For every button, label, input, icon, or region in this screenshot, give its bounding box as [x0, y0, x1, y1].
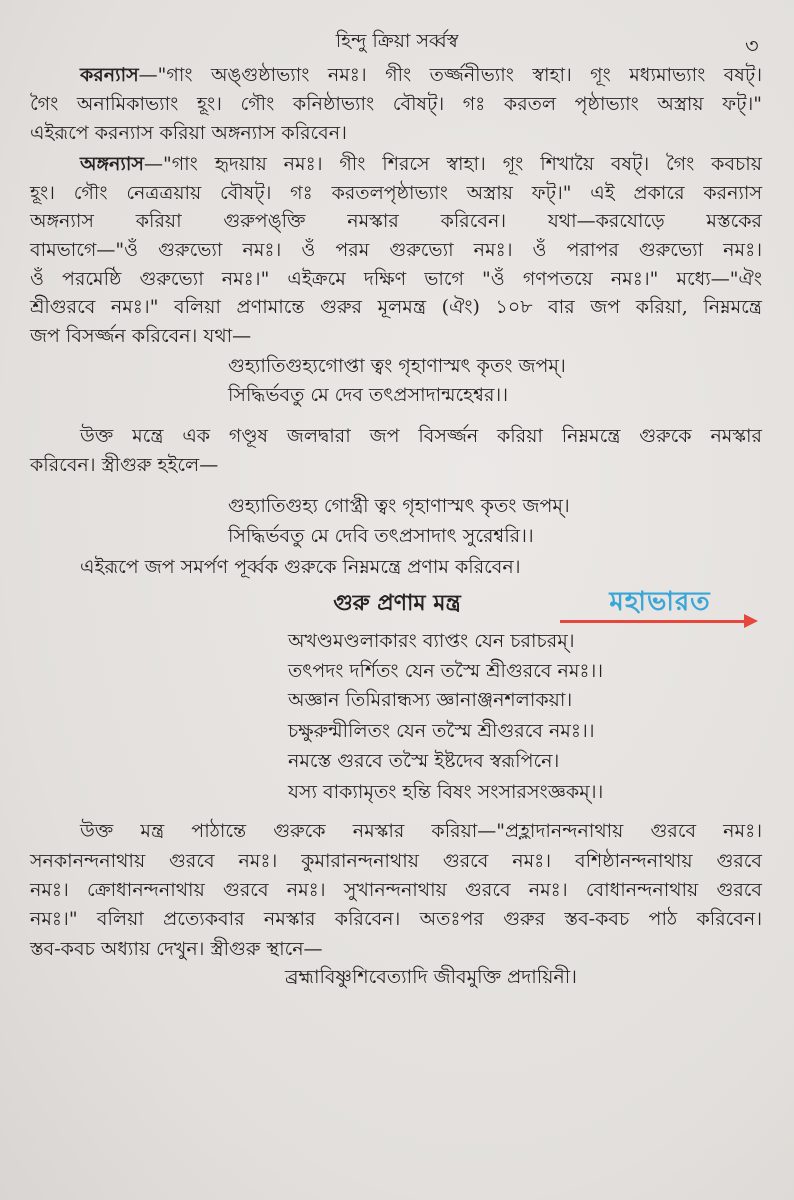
verse-line: যস্য বাক্যামৃতং হন্তি বিষং সংসারসংজ্ঞকম্।। [288, 781, 604, 803]
line-text: —"গাং অঙ্গুষ্ঠাভ্যাং নমঃ। গীং তর্জ্জনীভ্যাং স্বাহা। গূং মধ্যমাভ্যাং বষট্। [138, 64, 762, 86]
text-line: উক্ত মন্ত্রে এক গণ্ডূষ জলদ্বারা জপ বিসর্জ্জন করিয়া নিম্নমন্ত্রে গুরুকে নমস্কার [80, 425, 762, 447]
verse-line: সিদ্ধির্ভবতু মে দেবি তৎপ্রসাদাৎ সুরেশ্বরি।। [228, 525, 534, 547]
verse-line: নমস্তে গুরবে তস্মৈ ইষ্টদেব স্বরূপিনে। [288, 750, 560, 772]
text-line: শ্রীগুরবে নমঃ।" বলিয়া প্রণামান্তে গুরুর মূলমন্ত্র (ঐং) ১০৮ বার জপ করিয়া, নিম্নমন্ত্রে [30, 296, 762, 318]
text-line: উক্ত মন্ত্র পাঠান্তে গুরুকে নমস্কার করিয়া—"প্রহ্লাদানন্দনাথায় গুরবে নমঃ। [80, 820, 762, 842]
arrow-icon [560, 620, 744, 623]
text-line: এইরূপে করন্যাস করিয়া অঙ্গন্যাস করিবেন। [30, 122, 347, 144]
text-line [30, 62, 762, 88]
text-line: হূং। গৌং নেত্রত্রয়ায় বৌষট্। গঃ করতলপৃষ্ঠাভ্যাং অস্ত্রায় ফট্।" এই প্রকারে করন্যাস [30, 182, 762, 204]
text-line: ওঁ পরমেষ্ঠি গুরুভ্যো নমঃ।" এইক্রমে দক্ষিণ ভাগে "ওঁ গণপতয়ে নমঃ।" মধ্যে—"ঐং [30, 268, 762, 290]
page-number: ৩ [745, 34, 759, 58]
text-line [30, 151, 762, 177]
verse-line: অখণ্ডমণ্ডলাকারং ব্যাপ্তং যেন চরাচরম্। [288, 630, 575, 652]
term-karanyas: করন্যাস [80, 64, 139, 86]
text-line: সনকানন্দনাথায় গুরবে নমঃ। কুমারানন্দনাথায় গুরবে নমঃ। বশিষ্ঠানন্দনাথায় গুরবে [30, 850, 762, 872]
verse-line: সিদ্ধির্ভবতু মে দেব তৎপ্রসাদান্মহেশ্বর।। [228, 384, 509, 406]
section-title: গুরু প্রণাম মন্ত্র [333, 590, 461, 616]
verse-line: গুহ্যাতিগুহ্যগোপ্তা ত্বং গৃহাণাস্মৎ কৃতং জপম্। [228, 355, 566, 377]
verse-line: চক্ষুরুন্মীলিতং যেন তস্মৈ শ্রীগুরবে নমঃ।। [288, 720, 595, 742]
line-text: —"গাং হৃদয়ায় নমঃ। গীং শিরসে স্বাহা। গূং শিখায়ৈ বষট্। গৈং কবচায় [143, 153, 762, 175]
term-anganyas: অঙ্গন্যাস [80, 153, 144, 175]
running-header: হিন্দু ক্রিয়া সর্ব্বস্ব [335, 30, 459, 52]
verse-line: তৎপদং দর্শিতং যেন তস্মৈ শ্রীগুরবে নমঃ।। [288, 660, 604, 682]
text-line: নমঃ। ক্রোধানন্দনাথায় গুরবে নমঃ। সুখানন্দনাথায় গুরবে নমঃ। বোধানন্দনাথায় গুরবে [30, 879, 762, 901]
verse-line: ব্রহ্মাবিষ্ণুশিবেত্যাদি জীবমুক্তি প্রদায়িনী। [285, 966, 577, 988]
text-line: স্তব-কবচ অধ্যায় দেখুন। স্ত্রীগুরু স্থানে— [30, 938, 323, 960]
watermark-logo [560, 586, 760, 626]
text-line: বামভাগে—"ওঁ গুরুভ্যো নমঃ। ওঁ পরম গুরুভ্যো নমঃ। ওঁ পরাপর গুরুভ্যো নমঃ। [30, 239, 762, 261]
verse-line: গুহ্যাতিগুহ্য গোপ্ত্রী ত্বং গৃহাণাস্মৎ কৃতং জপম্। [228, 495, 570, 517]
text-line: জপ বিসর্জ্জন করিবেন। যথা— [30, 325, 252, 347]
text-line: অঙ্গন্যাস করিয়া গুরুপঙ্‌ক্তি নমস্কার করিবেন। যথা—করযোড়ে মস্তকের [30, 210, 762, 232]
watermark-text: মহাভারত [609, 587, 711, 617]
text-line: এইরূপে জপ সমর্পণ পূর্ব্বক গুরুকে নিম্নমন্ত্রে প্রণাম করিবেন। [80, 556, 521, 578]
text-line: করিবেন। স্ত্রীগুরু হইলে— [30, 454, 219, 476]
text-line: নমঃ।" বলিয়া প্রত্যেকবার নমস্কার করিবেন। অতঃপর গুরুর স্তব-কবচ পাঠ করিবেন। [30, 908, 762, 930]
verse-line: অজ্ঞান তিমিরান্ধস্য জ্ঞানাঞ্জনশলাকয়া। [288, 689, 573, 711]
text-line: গৈং অনামিকাভ্যাং হূং। গৌং কনিষ্ঠাভ্যাং বৌষট্। গঃ করতল পৃষ্ঠাভ্যাং অস্ত্রায় ফট্।" [30, 93, 762, 115]
